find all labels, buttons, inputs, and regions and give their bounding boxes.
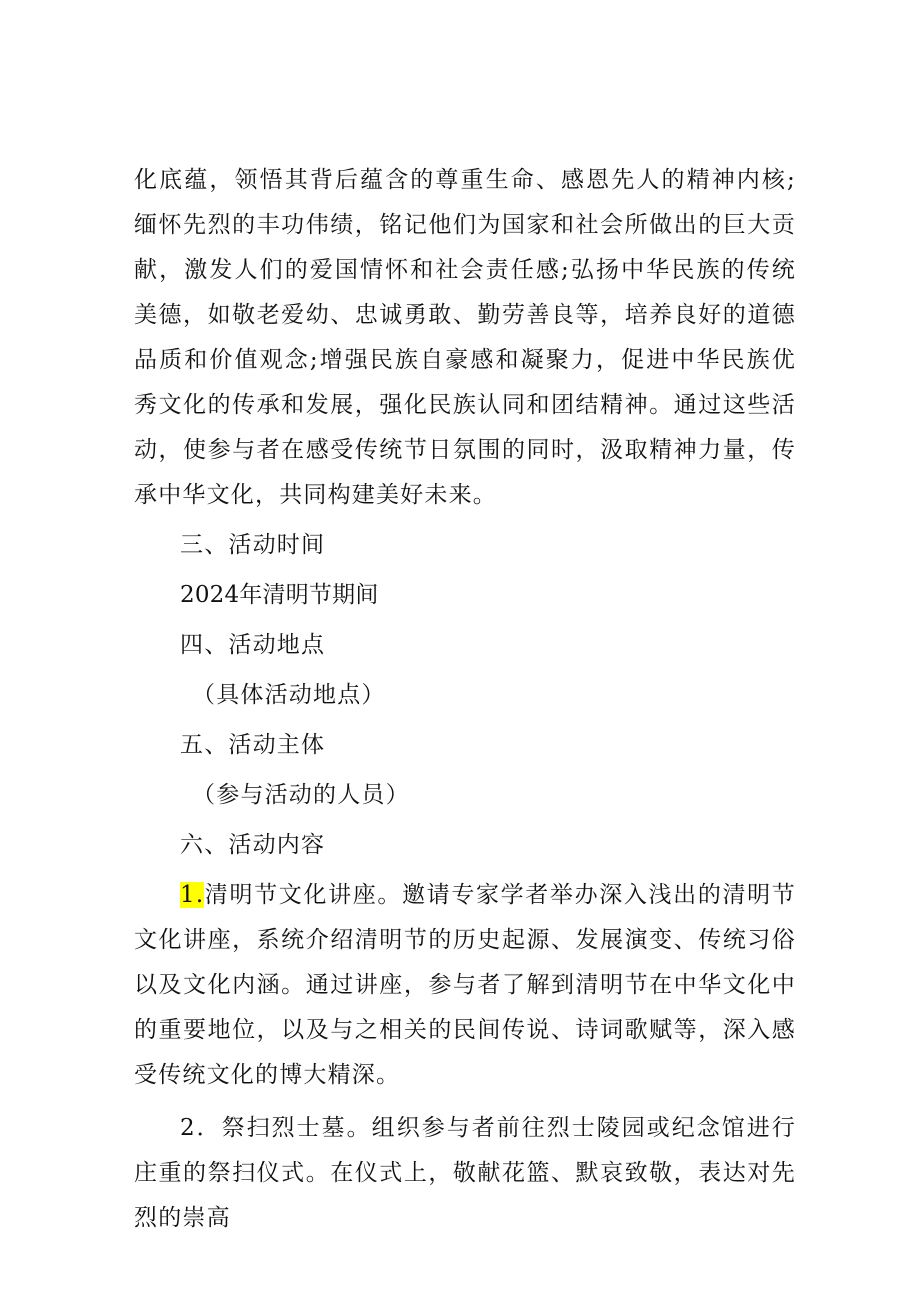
activity-time-text: 2024年清明节期间 bbox=[180, 582, 379, 608]
purpose-paragraph: 化底蕴，领悟其背后蕴含的尊重生命、感恩先人的精神内核;缅怀先烈的丰功伟绩，铭记他们为国家和社会所做出的巨大贡献，激发人们的爱国情怀和社会责任感;弘扬中华民族的传统美德，如敬老爱幼、忠诚勇敢、勤劳善良等，培养良好的道德品质和价值观念;增强民族自豪感和凝聚力，促进中华民族优秀文化的传承和发展，强化民族认同和团结精神。通过这些活动，使参与者在感受传统节日氛围的同时，汲取精神力量，传承中华文化，共同构建美好未来。 bbox=[134, 167, 796, 508]
item-1-text: 清明节文化讲座。邀请专家学者举办深入浅出的清明节文化讲座，系统介绍清明节的历史起源、发展演变、传统习俗以及文化内涵。通过讲座，参与者了解到清明节在中华文化中的重要地位，以及与之相关的民间传说、诗词歌赋等，深入感受传统文化的博大精深。 bbox=[134, 882, 796, 1088]
activity-participants-text: （参与活动的人员） bbox=[192, 782, 410, 808]
section-heading-location: 四、活动地点 bbox=[180, 632, 326, 658]
section-heading-time: 三、活动时间 bbox=[180, 532, 326, 558]
activity-location-text: （具体活动地点） bbox=[192, 682, 386, 708]
content-item-1 bbox=[134, 873, 796, 1098]
section-heading-content: 六、活动内容 bbox=[180, 832, 326, 858]
content-item-2: 2．祭扫烈士墓。组织参与者前往烈士陵园或纪念馆进行庄重的祭扫仪式。在仪式上，敬献花篮、默哀致敬，表达对先烈的崇高 bbox=[134, 1115, 796, 1231]
item-number-highlight: 1. bbox=[180, 882, 205, 908]
section-heading-participants: 五、活动主体 bbox=[180, 732, 326, 758]
document-body bbox=[134, 158, 796, 1241]
